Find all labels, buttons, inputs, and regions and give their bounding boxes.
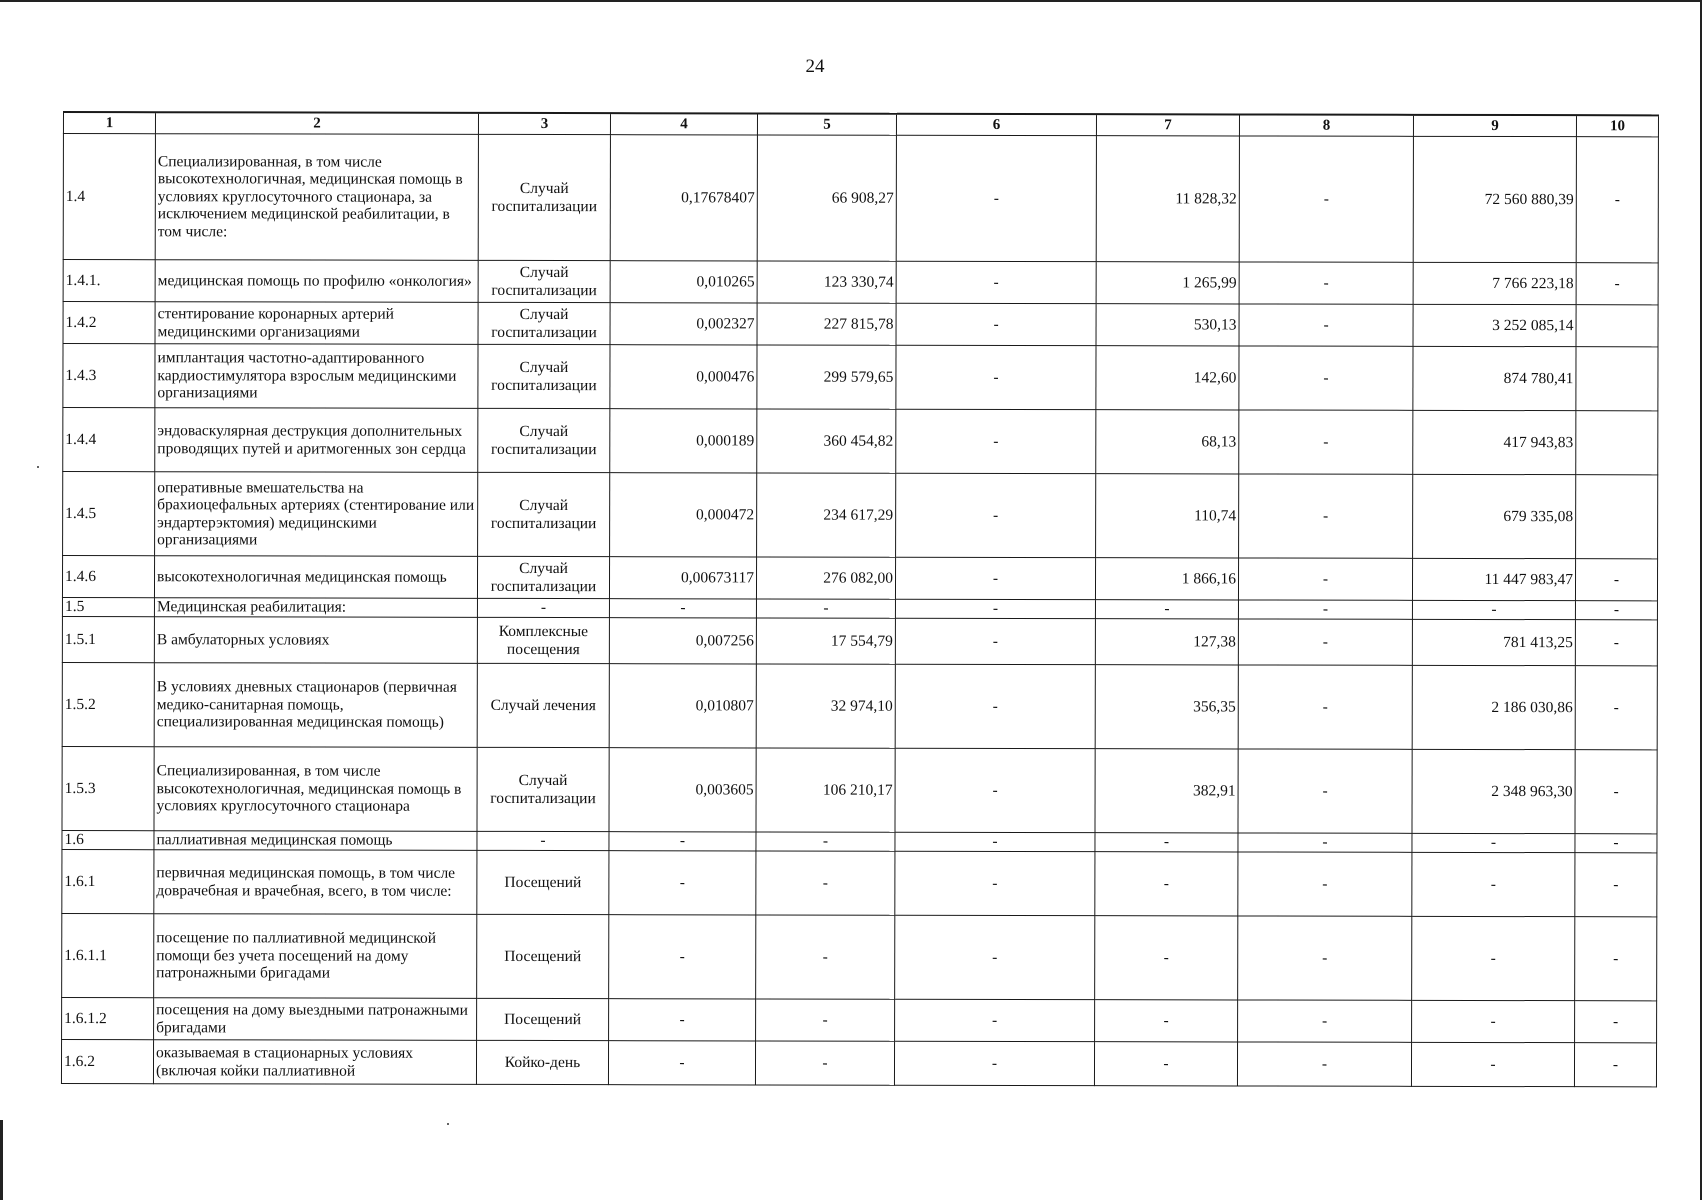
row-unit-cell: - (477, 831, 609, 850)
row-col5-cell: 276 082,00 (756, 557, 895, 599)
row-col5-cell: 123 330,74 (757, 261, 896, 303)
row-col8-cell: - (1238, 600, 1412, 619)
row-col10-cell: - (1575, 750, 1657, 834)
row-col6-cell: - (895, 748, 1095, 832)
table-row (63, 134, 1658, 263)
row-col4-cell: 0,010807 (609, 664, 756, 748)
row-col7-cell: 142,60 (1096, 346, 1239, 410)
row-col9-cell: - (1412, 1000, 1575, 1042)
row-col10-cell: - (1575, 917, 1657, 1001)
column-number-cell: 7 (1096, 114, 1239, 136)
row-code-cell: 1.4.6 (62, 556, 154, 598)
row-col10-cell: - (1576, 263, 1658, 305)
row-col7-cell: 1 265,99 (1096, 262, 1239, 304)
row-col10-cell: - (1575, 601, 1657, 620)
row-code-cell: 1.5.3 (62, 746, 154, 830)
column-number-cell: 5 (757, 113, 896, 135)
table-body (61, 112, 1658, 1087)
row-unit-cell: Случай госпитализации (478, 408, 610, 472)
row-unit-cell: Случай госпитализации (478, 134, 610, 260)
table-row (63, 302, 1658, 347)
row-col5-cell: 17 554,79 (756, 618, 895, 664)
row-col5-cell: - (755, 1041, 894, 1085)
row-col7-cell: 382,91 (1095, 749, 1238, 833)
row-code-cell: 1.4.1. (63, 260, 155, 302)
row-col8-cell: - (1238, 916, 1412, 1000)
row-col4-cell: - (609, 851, 756, 915)
row-col9-cell: 2 186 030,86 (1412, 665, 1575, 749)
table-row (62, 556, 1657, 601)
row-unit-cell: Случай госпитализации (478, 472, 610, 556)
row-col9-cell: 874 780,41 (1413, 346, 1576, 410)
row-col10-cell (1576, 305, 1658, 347)
row-name-cell: посещения на дому выездными патронажными бригадами (154, 998, 477, 1041)
column-number-cell: 6 (896, 114, 1096, 136)
row-col5-cell: - (756, 851, 895, 915)
row-col9-cell: 7 766 223,18 (1413, 262, 1576, 304)
row-col8-cell: - (1239, 304, 1413, 346)
row-col4-cell: 0,002327 (610, 303, 757, 345)
row-col5-cell: - (756, 915, 895, 999)
scan-edge-left (0, 1120, 3, 1200)
row-code-cell: 1.4.3 (63, 344, 155, 408)
table-row (63, 344, 1658, 411)
table-row (61, 1039, 1656, 1086)
row-col4-cell: 0,007256 (609, 618, 756, 664)
row-name-cell: высокотехнологичная медицинская помощь (154, 556, 477, 599)
row-col4-cell: 0,010265 (610, 261, 757, 303)
row-col8-cell: - (1239, 410, 1413, 474)
row-code-cell: 1.4.2 (63, 302, 155, 344)
row-col8-cell: - (1238, 852, 1412, 916)
row-col6-cell: - (894, 1041, 1094, 1085)
row-code-cell: 1.5.1 (62, 616, 154, 662)
row-col8-cell: - (1238, 833, 1412, 852)
row-col4-cell: - (609, 915, 756, 999)
row-col7-cell: - (1095, 1000, 1238, 1042)
row-col5-cell: 299 579,65 (757, 345, 896, 409)
row-code-cell: 1.4.5 (63, 472, 155, 556)
row-col10-cell: - (1574, 1043, 1656, 1087)
row-name-cell: Специализированная, в том числе высокотехнологичная, медицинская помощь в условиях круглосуточного стационара (154, 747, 477, 832)
row-col7-cell: 1 866,16 (1095, 558, 1238, 600)
row-name-cell: В условиях дневных стационаров (первичная медико-санитарная помощь, специализированная медицинская помощь) (154, 663, 477, 748)
row-col9-cell: 3 252 085,14 (1413, 304, 1576, 346)
row-col6-cell: - (896, 409, 1096, 473)
row-col6-cell: - (895, 915, 1095, 999)
column-number-cell: 4 (610, 113, 757, 135)
row-name-cell: эндоваскулярная деструкция дополнительных проводящих путей и аритмогенных зон сердца (155, 408, 478, 473)
row-col10-cell: - (1575, 620, 1657, 666)
row-code-cell: 1.6.2 (61, 1039, 153, 1083)
row-col4-cell: - (609, 999, 756, 1041)
document-sheet (61, 111, 1658, 1087)
row-col6-cell: - (895, 618, 1095, 664)
row-name-cell: В амбулаторных условиях (154, 617, 477, 664)
row-col7-cell: - (1094, 1042, 1237, 1086)
row-col10-cell (1576, 411, 1658, 475)
column-number-cell: 8 (1239, 114, 1413, 136)
row-col5-cell: - (756, 599, 895, 618)
row-name-cell: стентирование коронарных артерий медицинскими организациями (155, 302, 478, 345)
row-unit-cell: Койко-день (476, 1040, 608, 1084)
row-col6-cell: - (896, 345, 1096, 409)
row-name-cell: Специализированная, в том числе высокотехнологичная, медицинская помощь в условиях круглосуточного стационара, за исключением медицинской реабилитации, в том числе: (155, 134, 478, 261)
column-number-cell: 10 (1576, 115, 1658, 137)
row-col4-cell: - (609, 832, 756, 851)
row-code-cell: 1.6.1 (62, 849, 154, 913)
table-row (62, 616, 1657, 665)
row-unit-cell: Комплексные посещения (477, 617, 609, 663)
row-unit-cell: Посещений (477, 850, 609, 914)
row-unit-cell: - (477, 598, 609, 617)
table-row (62, 913, 1657, 1000)
row-col7-cell: 530,13 (1096, 304, 1239, 346)
row-col9-cell: 417 943,83 (1413, 410, 1576, 474)
row-col5-cell: 234 617,29 (757, 473, 896, 557)
row-col4-cell: 0,000189 (610, 409, 757, 473)
row-code-cell: 1.6.1.1 (62, 913, 154, 997)
row-name-cell: посещение по паллиативной медицинской помощи без учета посещений на дому патронажными бригадами (154, 914, 477, 999)
row-code-cell: 1.5 (62, 598, 154, 617)
row-col6-cell: - (895, 851, 1095, 915)
row-col5-cell: 32 974,10 (756, 664, 895, 748)
row-name-cell: оперативные вмешательства на брахиоцефальных артериях (стентирование или эндартерэктомия) медицинскими организациями (155, 472, 478, 557)
row-name-cell: оказываемая в стационарных условиях (включая койки паллиативной (153, 1040, 476, 1085)
row-col9-cell: 72 560 880,39 (1413, 136, 1576, 262)
row-col6-cell: - (896, 135, 1096, 261)
row-col8-cell: - (1239, 474, 1413, 558)
column-number-cell: 2 (155, 112, 478, 134)
row-col10-cell (1576, 347, 1658, 411)
row-col6-cell: - (895, 599, 1095, 618)
row-col6-cell: - (895, 557, 1095, 599)
row-name-cell: паллиативная медицинская помощь (154, 831, 477, 851)
row-col6-cell: - (896, 303, 1096, 345)
row-col8-cell: - (1237, 1042, 1411, 1086)
table-row (63, 260, 1658, 305)
data-table (61, 111, 1659, 1087)
scan-speck (37, 466, 39, 468)
row-unit-cell: Случай лечения (477, 663, 609, 747)
row-col8-cell: - (1238, 558, 1412, 600)
row-unit-cell: Случай госпитализации (478, 344, 610, 408)
row-unit-cell: Случай госпитализации (478, 302, 610, 344)
row-col6-cell: - (896, 473, 1096, 557)
row-col7-cell: 127,38 (1095, 619, 1238, 665)
row-col5-cell: 227 815,78 (757, 303, 896, 345)
row-col4-cell: 0,000472 (610, 473, 757, 557)
row-name-cell: первичная медицинская помощь, в том числе доврачебная и врачебная, всего, в том числе: (154, 850, 477, 915)
row-code-cell: 1.5.2 (62, 662, 154, 746)
row-col5-cell: 66 908,27 (757, 135, 896, 261)
row-col6-cell: - (896, 261, 1096, 303)
row-col6-cell: - (895, 999, 1095, 1041)
row-col10-cell: - (1575, 853, 1657, 917)
row-col5-cell: 106 210,17 (756, 748, 895, 832)
scan-edge-top (0, 0, 1702, 2)
row-col8-cell: - (1239, 262, 1413, 304)
row-col7-cell: - (1095, 852, 1238, 916)
row-col4-cell: 0,000476 (610, 345, 757, 409)
row-col8-cell: - (1238, 749, 1412, 833)
row-col8-cell: - (1238, 619, 1412, 665)
row-col10-cell: - (1575, 1001, 1657, 1043)
row-col10-cell (1576, 475, 1658, 559)
row-col8-cell: - (1238, 665, 1412, 749)
row-col9-cell: 679 335,08 (1413, 474, 1576, 558)
row-col7-cell: 11 828,32 (1096, 136, 1239, 262)
table-row (62, 849, 1657, 916)
row-name-cell: имплантация частотно-адаптированного кардиостимулятора взрослым медицинскими организациями (155, 344, 478, 409)
row-col10-cell: - (1575, 666, 1657, 750)
row-col5-cell: - (756, 999, 895, 1041)
row-unit-cell: Случай госпитализации (477, 747, 609, 831)
row-col8-cell: - (1238, 1000, 1412, 1042)
row-col4-cell: 0,00673117 (609, 557, 756, 599)
row-col9-cell: 781 413,25 (1412, 619, 1575, 665)
row-col7-cell: 356,35 (1095, 665, 1238, 749)
row-unit-cell: Случай госпитализации (478, 260, 610, 302)
table-row (62, 997, 1657, 1042)
row-col4-cell: 0,003605 (609, 748, 756, 832)
row-code-cell: 1.4 (63, 134, 155, 260)
row-col9-cell: 2 348 963,30 (1412, 749, 1575, 833)
row-col4-cell: - (608, 1041, 755, 1085)
table-row (62, 662, 1657, 749)
row-code-cell: 1.6 (62, 830, 154, 849)
row-col9-cell: - (1412, 600, 1575, 619)
row-col6-cell: - (895, 664, 1095, 748)
scan-speck (447, 1123, 449, 1125)
row-unit-cell: Посещений (477, 914, 609, 998)
row-col5-cell: 360 454,82 (757, 409, 896, 473)
row-col10-cell: - (1575, 834, 1657, 853)
row-col10-cell: - (1576, 137, 1658, 263)
row-col8-cell: - (1239, 346, 1413, 410)
row-code-cell: 1.4.4 (63, 408, 155, 472)
row-name-cell: Медицинская реабилитация: (154, 598, 477, 618)
page-number: 24 (805, 56, 825, 77)
table-row (63, 408, 1658, 475)
row-col8-cell: - (1239, 136, 1413, 262)
row-col9-cell: - (1412, 852, 1575, 916)
table-row (62, 746, 1657, 833)
row-col5-cell: - (756, 832, 895, 851)
row-col7-cell: - (1095, 833, 1238, 852)
row-col7-cell: 68,13 (1096, 410, 1239, 474)
row-col9-cell: - (1411, 1042, 1574, 1086)
row-col7-cell: 110,74 (1096, 474, 1239, 558)
row-unit-cell: Посещений (477, 998, 609, 1040)
column-number-cell: 3 (478, 113, 610, 135)
row-col7-cell: - (1095, 600, 1238, 619)
row-col9-cell: - (1412, 833, 1575, 852)
column-number-cell: 9 (1413, 115, 1576, 137)
row-col10-cell: - (1575, 559, 1657, 601)
table-row (63, 472, 1658, 559)
row-col4-cell: - (609, 599, 756, 618)
row-col6-cell: - (895, 832, 1095, 851)
row-code-cell: 1.6.1.2 (62, 997, 154, 1039)
column-number-cell: 1 (63, 112, 155, 134)
row-col9-cell: 11 447 983,47 (1412, 558, 1575, 600)
row-col7-cell: - (1095, 916, 1238, 1000)
row-col9-cell: - (1412, 916, 1575, 1000)
row-col4-cell: 0,17678407 (610, 135, 757, 261)
row-unit-cell: Случай госпитализации (477, 556, 609, 598)
row-name-cell: медицинская помощь по профилю «онкология» (155, 260, 478, 303)
